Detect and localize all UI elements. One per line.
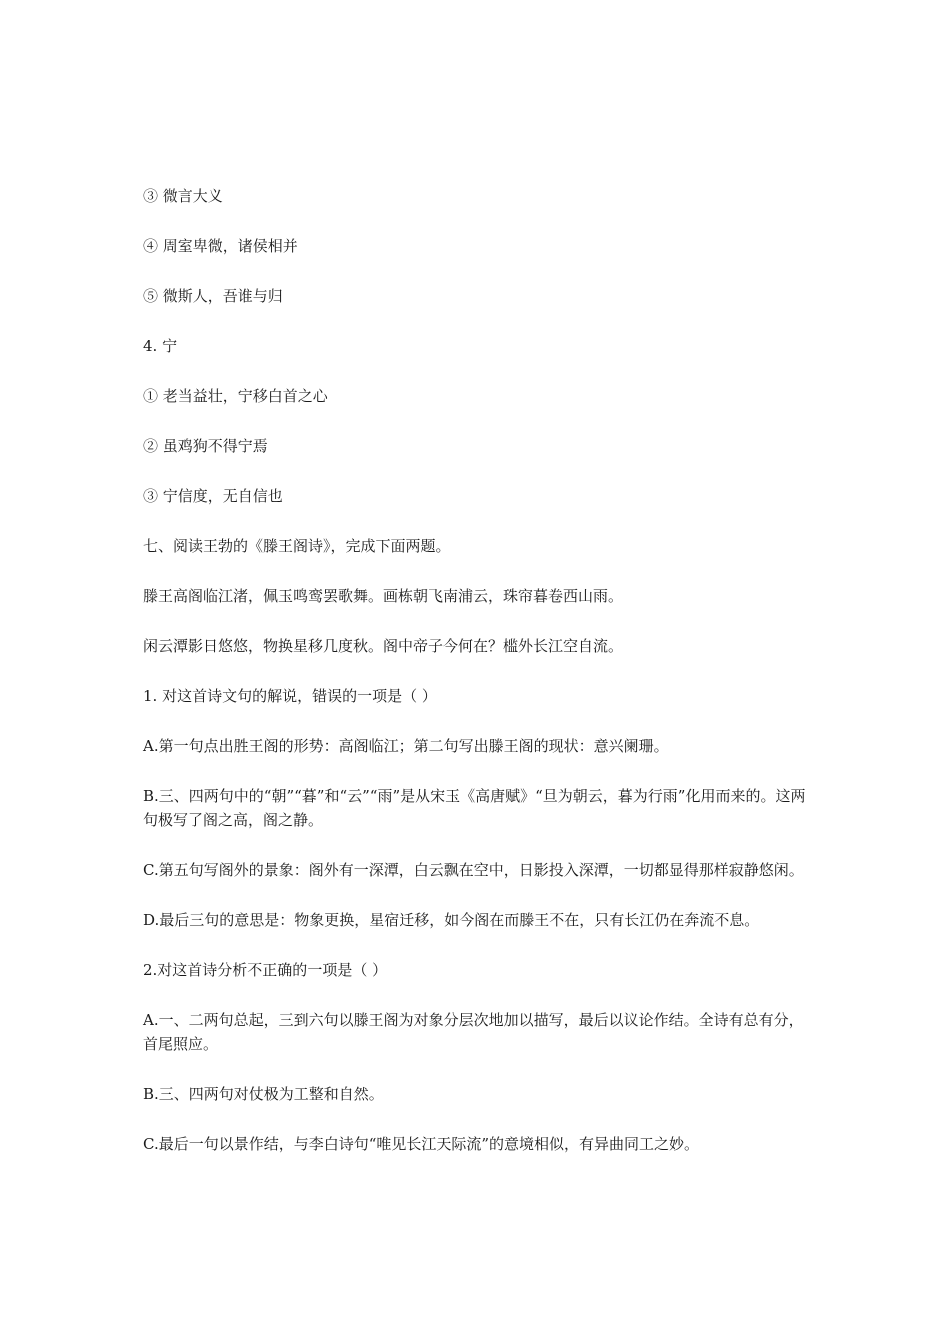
section-heading: 七、阅读王勃的《滕王阁诗》，完成下面两题。 [143,537,451,555]
poem-line: 滕王高阁临江渚，佩玉鸣鸾罢歌舞。画栋朝飞南浦云，珠帘暮卷西山雨。 [143,587,624,605]
list-item: ③ 宁信度，无自信也 [143,487,283,505]
list-item: ③ 微言大义 [143,187,223,205]
list-item: ④ 周室卑微，诸侯相并 [143,237,298,255]
poem-line: 闲云潭影日悠悠，物换星移几度秋。阁中帝子今何在？槛外长江空自流。 [143,637,624,655]
option: C.第五句写阁外的景象：阁外有一深潭，白云飘在空中，日影投入深潭，一切都显得那样寂静悠闲。 [143,861,804,879]
option: A.一、二两句总起，三到六句以滕王阁为对象分层次地加以描写，最后以议论作结。全诗有总有分，首尾照应。 [143,1011,804,1053]
list-item: ⑤ 微斯人，吾谁与归 [143,287,283,305]
option: B.三、四两句对仗极为工整和自然。 [143,1085,384,1103]
option: C.最后一句以景作结，与李白诗句“唯见长江天际流”的意境相似，有异曲同工之妙。 [143,1135,700,1153]
list-item: ① 老当益壮，宁移白首之心 [143,387,328,405]
list-item: ② 虽鸡狗不得宁焉 [143,437,268,455]
document-body [143,184,811,1182]
question: 2.对这首诗分析不正确的一项是（ ） [143,961,388,979]
question: 1. 对这首诗文句的解说，错误的一项是（ ） [143,687,437,705]
section-heading: 4. 宁 [143,337,178,355]
option: B.三、四两句中的“朝”“暮”和“云”“雨”是从宋玉《高唐赋》“旦为朝云，暮为行雨”化用而来的。这两句极写了阁之高，阁之静。 [143,787,806,829]
option: D.最后三句的意思是：物象更换，星宿迁移，如今阁在而滕王不在，只有长江仍在奔流不息。 [143,911,760,929]
option: A.第一句点出胜王阁的形势：高阁临江；第二句写出滕王阁的现状：意兴阑珊。 [143,737,669,755]
